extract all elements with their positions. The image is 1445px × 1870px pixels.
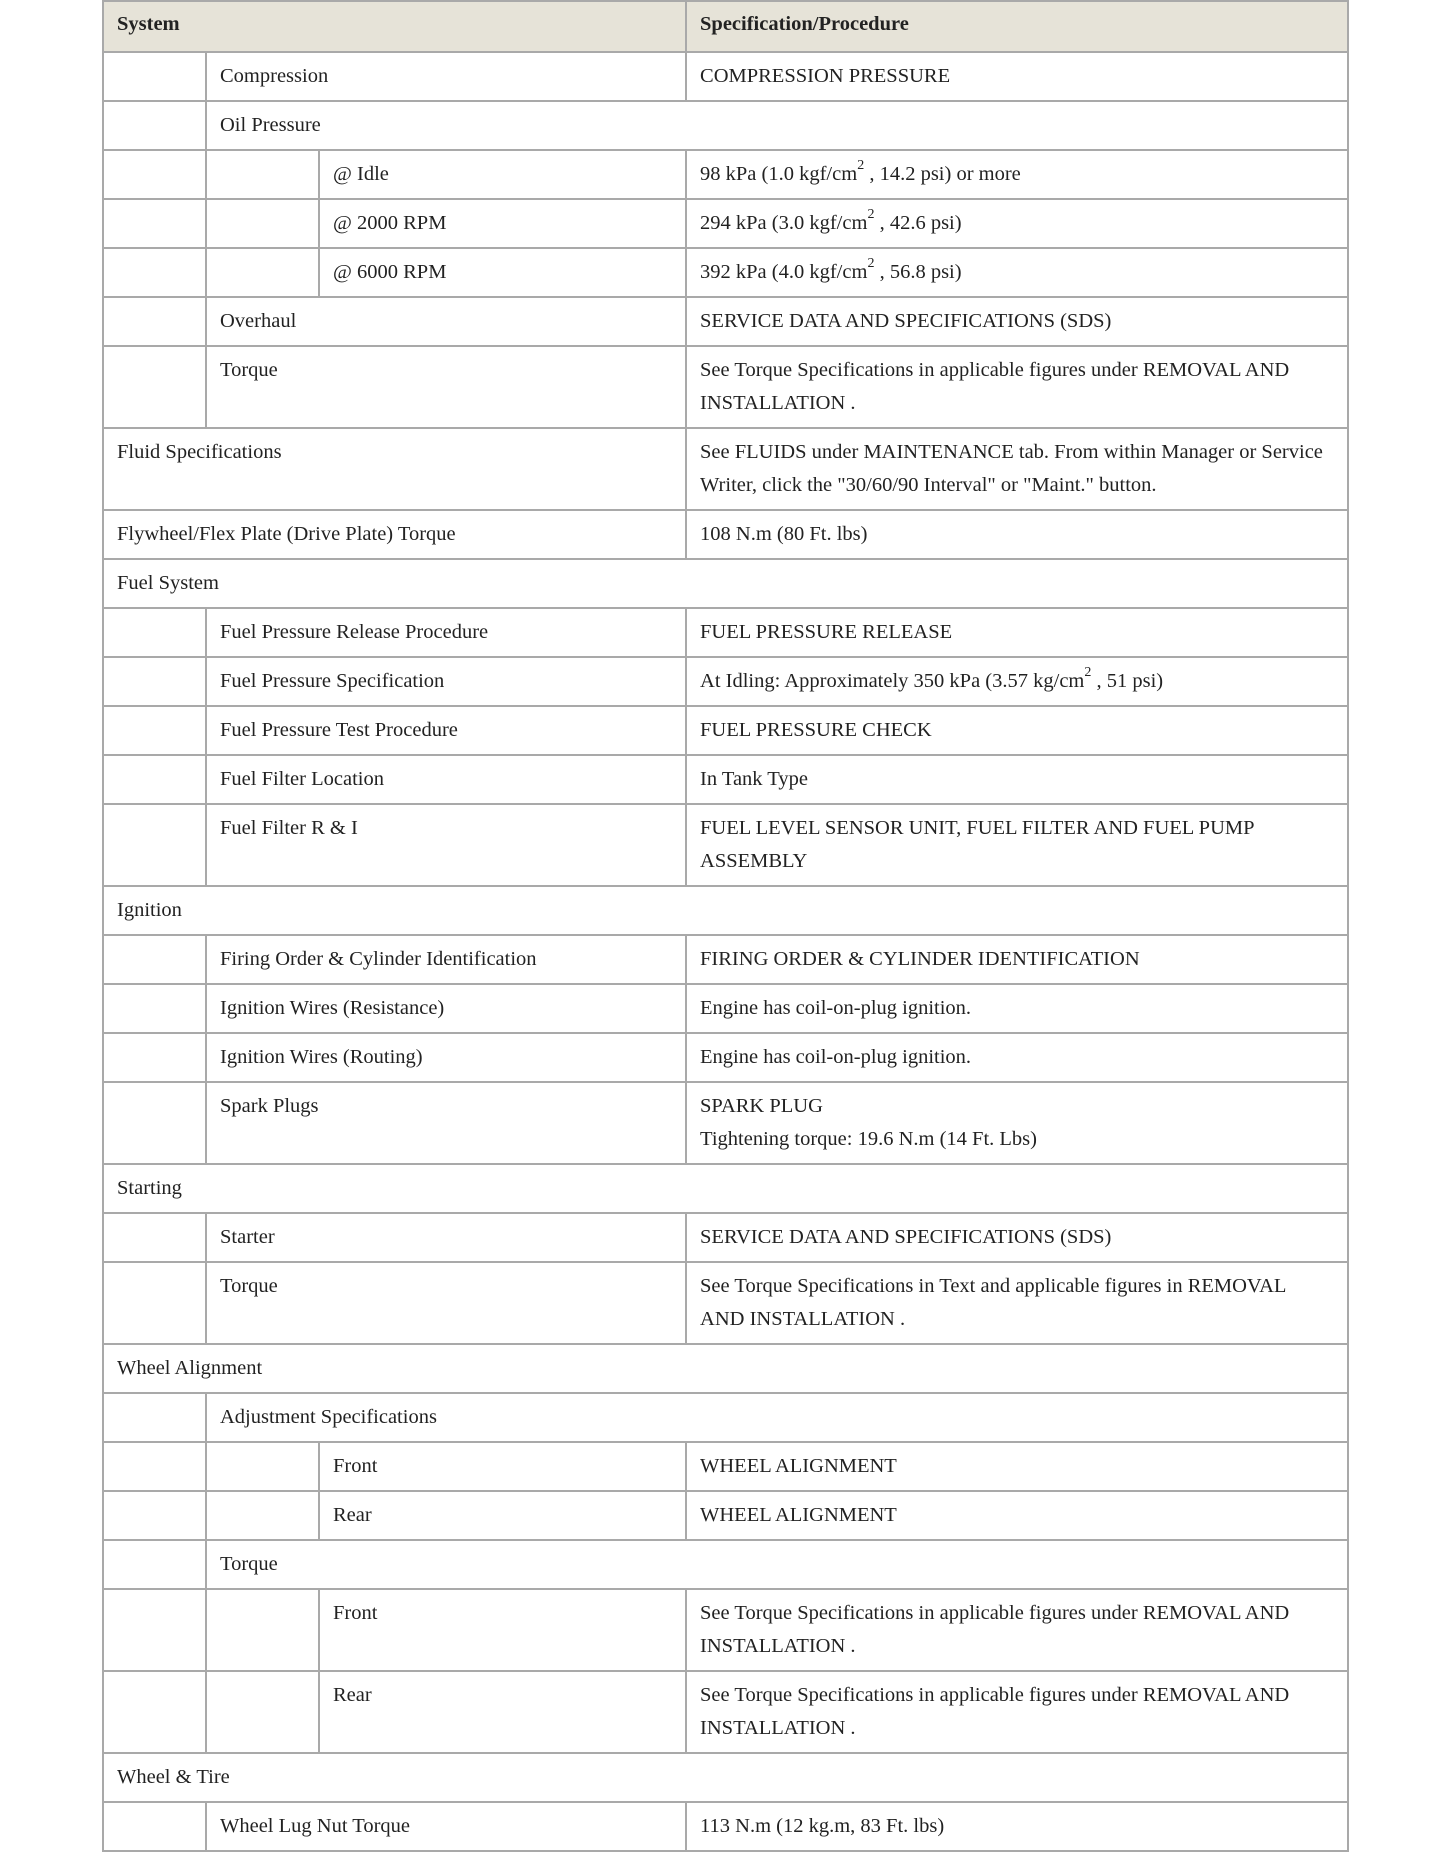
row-subheading: Torque	[206, 1540, 1348, 1589]
table-row	[103, 935, 1348, 984]
indent-cell	[206, 1442, 319, 1491]
indent-cell	[103, 101, 206, 150]
table-row	[103, 1540, 1348, 1589]
table-row	[103, 608, 1348, 657]
indent-cell	[103, 608, 206, 657]
table-row	[103, 150, 1348, 199]
row-value: See Torque Specifications in applicable figures under REMOVAL AND INSTALLATION .	[686, 1671, 1348, 1753]
indent-cell	[103, 1589, 206, 1671]
indent-cell	[103, 1802, 206, 1851]
table-row	[103, 1802, 1348, 1851]
row-value: Engine has coil-on-plug ignition.	[686, 1033, 1348, 1082]
table-row	[103, 706, 1348, 755]
indent-cell	[206, 150, 319, 199]
table-row	[103, 1262, 1348, 1344]
row-value: FUEL PRESSURE RELEASE	[686, 608, 1348, 657]
table-row	[103, 1344, 1348, 1393]
table-row	[103, 559, 1348, 608]
header-specification: Specification/Procedure	[686, 1, 1348, 52]
row-value: 392 kPa (4.0 kgf/$cm^2$ , 56.8 psi)	[686, 248, 1348, 297]
row-value: SERVICE DATA AND SPECIFICATIONS (SDS)	[686, 1213, 1348, 1262]
specification-table	[102, 0, 1349, 1852]
row-label: @ Idle	[319, 150, 686, 199]
indent-cell	[103, 935, 206, 984]
indent-cell	[103, 1393, 206, 1442]
indent-cell	[103, 346, 206, 428]
row-value: WHEEL ALIGNMENT	[686, 1442, 1348, 1491]
row-value: COMPRESSION PRESSURE	[686, 52, 1348, 101]
row-value: WHEEL ALIGNMENT	[686, 1491, 1348, 1540]
row-value: FUEL PRESSURE CHECK	[686, 706, 1348, 755]
value-line: SPARK PLUG	[700, 1095, 823, 1117]
indent-cell	[206, 248, 319, 297]
row-label: Fuel Pressure Specification	[206, 657, 686, 706]
row-label: Front	[319, 1442, 686, 1491]
indent-cell	[103, 1491, 206, 1540]
row-label: Fuel Filter R & I	[206, 804, 686, 886]
section-heading-wheel-alignment: Wheel Alignment	[103, 1344, 1348, 1393]
table-row	[103, 1442, 1348, 1491]
table-row	[103, 101, 1348, 150]
table-row	[103, 1753, 1348, 1802]
indent-cell	[103, 1671, 206, 1753]
row-label: @ 6000 RPM	[319, 248, 686, 297]
row-value: In Tank Type	[686, 755, 1348, 804]
table-row	[103, 52, 1348, 101]
row-label: Spark Plugs	[206, 1082, 686, 1164]
indent-cell	[103, 657, 206, 706]
row-label: Torque	[206, 1262, 686, 1344]
table-row	[103, 657, 1348, 706]
table-row	[103, 510, 1348, 559]
row-label: Fuel Filter Location	[206, 755, 686, 804]
row-value: FUEL LEVEL SENSOR UNIT, FUEL FILTER AND FUEL PUMP ASSEMBLY	[686, 804, 1348, 886]
row-label: Compression	[206, 52, 686, 101]
row-label: Ignition Wires (Routing)	[206, 1033, 686, 1082]
table-row	[103, 1589, 1348, 1671]
indent-cell	[206, 1671, 319, 1753]
row-label: @ 2000 RPM	[319, 199, 686, 248]
table-row	[103, 1491, 1348, 1540]
table-row	[103, 1033, 1348, 1082]
row-value: FIRING ORDER & CYLINDER IDENTIFICATION	[686, 935, 1348, 984]
table-row	[103, 1082, 1348, 1164]
indent-cell	[103, 199, 206, 248]
table-row	[103, 984, 1348, 1033]
row-value: See Torque Specifications in applicable figures under REMOVAL AND INSTALLATION .	[686, 346, 1348, 428]
indent-cell	[103, 248, 206, 297]
row-label: Overhaul	[206, 297, 686, 346]
indent-cell	[103, 755, 206, 804]
row-label: Front	[319, 1589, 686, 1671]
row-label: Starter	[206, 1213, 686, 1262]
value-line: Tightening torque: 19.6 N.m (14 Ft. Lbs)	[700, 1128, 1037, 1150]
row-value: See Torque Specifications in applicable figures under REMOVAL AND INSTALLATION .	[686, 1589, 1348, 1671]
section-heading-wheel-tire: Wheel & Tire	[103, 1753, 1348, 1802]
section-heading-starting: Starting	[103, 1164, 1348, 1213]
row-value: 294 kPa (3.0 kgf/$cm^2$ , 42.6 psi)	[686, 199, 1348, 248]
table-row	[103, 804, 1348, 886]
row-subheading: Oil Pressure	[206, 101, 1348, 150]
table-row	[103, 297, 1348, 346]
indent-cell	[103, 1033, 206, 1082]
indent-cell	[206, 1589, 319, 1671]
section-heading-ignition: Ignition	[103, 886, 1348, 935]
row-label: Wheel Lug Nut Torque	[206, 1802, 686, 1851]
row-value: At Idling: Approximately 350 kPa (3.57 $kg/cm^2$ , 51 psi)	[686, 657, 1348, 706]
table-row	[103, 199, 1348, 248]
indent-cell	[103, 1082, 206, 1164]
row-label: Torque	[206, 346, 686, 428]
table-row	[103, 1671, 1348, 1753]
row-label: Rear	[319, 1671, 686, 1753]
table-row	[103, 428, 1348, 510]
row-value: 113 N.m (12 kg.m, 83 Ft. lbs)	[686, 1802, 1348, 1851]
row-value	[686, 1082, 1348, 1164]
row-subheading: Adjustment Specifications	[206, 1393, 1348, 1442]
indent-cell	[103, 1442, 206, 1491]
indent-cell	[206, 1491, 319, 1540]
table-row	[103, 248, 1348, 297]
indent-cell	[103, 804, 206, 886]
table-row	[103, 1393, 1348, 1442]
header-system: System	[103, 1, 686, 52]
indent-cell	[103, 706, 206, 755]
row-label: Fuel Pressure Test Procedure	[206, 706, 686, 755]
row-label: Ignition Wires (Resistance)	[206, 984, 686, 1033]
row-value: 98 kPa (1.0 kgf/$cm^2$ , 14.2 psi) or more	[686, 150, 1348, 199]
row-label: Rear	[319, 1491, 686, 1540]
table-row	[103, 886, 1348, 935]
indent-cell	[103, 297, 206, 346]
row-value: SERVICE DATA AND SPECIFICATIONS (SDS)	[686, 297, 1348, 346]
row-value: See FLUIDS under MAINTENANCE tab. From within Manager or Service Writer, click the "30/60/90 Interval" or "Maint." button.	[686, 428, 1348, 510]
table-row	[103, 1213, 1348, 1262]
indent-cell	[103, 1540, 206, 1589]
row-label: Fuel Pressure Release Procedure	[206, 608, 686, 657]
indent-cell	[206, 199, 319, 248]
table-row	[103, 755, 1348, 804]
row-label: Fluid Specifications	[103, 428, 686, 510]
row-label: Flywheel/Flex Plate (Drive Plate) Torque	[103, 510, 686, 559]
row-value: 108 N.m (80 Ft. lbs)	[686, 510, 1348, 559]
table-header-row	[103, 1, 1348, 52]
table-row	[103, 1164, 1348, 1213]
row-value: See Torque Specifications in Text and applicable figures in REMOVAL AND INSTALLATION .	[686, 1262, 1348, 1344]
section-heading-fuel-system: Fuel System	[103, 559, 1348, 608]
row-label: Firing Order & Cylinder Identification	[206, 935, 686, 984]
indent-cell	[103, 52, 206, 101]
indent-cell	[103, 150, 206, 199]
indent-cell	[103, 1213, 206, 1262]
indent-cell	[103, 1262, 206, 1344]
table-row	[103, 346, 1348, 428]
row-value: Engine has coil-on-plug ignition.	[686, 984, 1348, 1033]
indent-cell	[103, 984, 206, 1033]
